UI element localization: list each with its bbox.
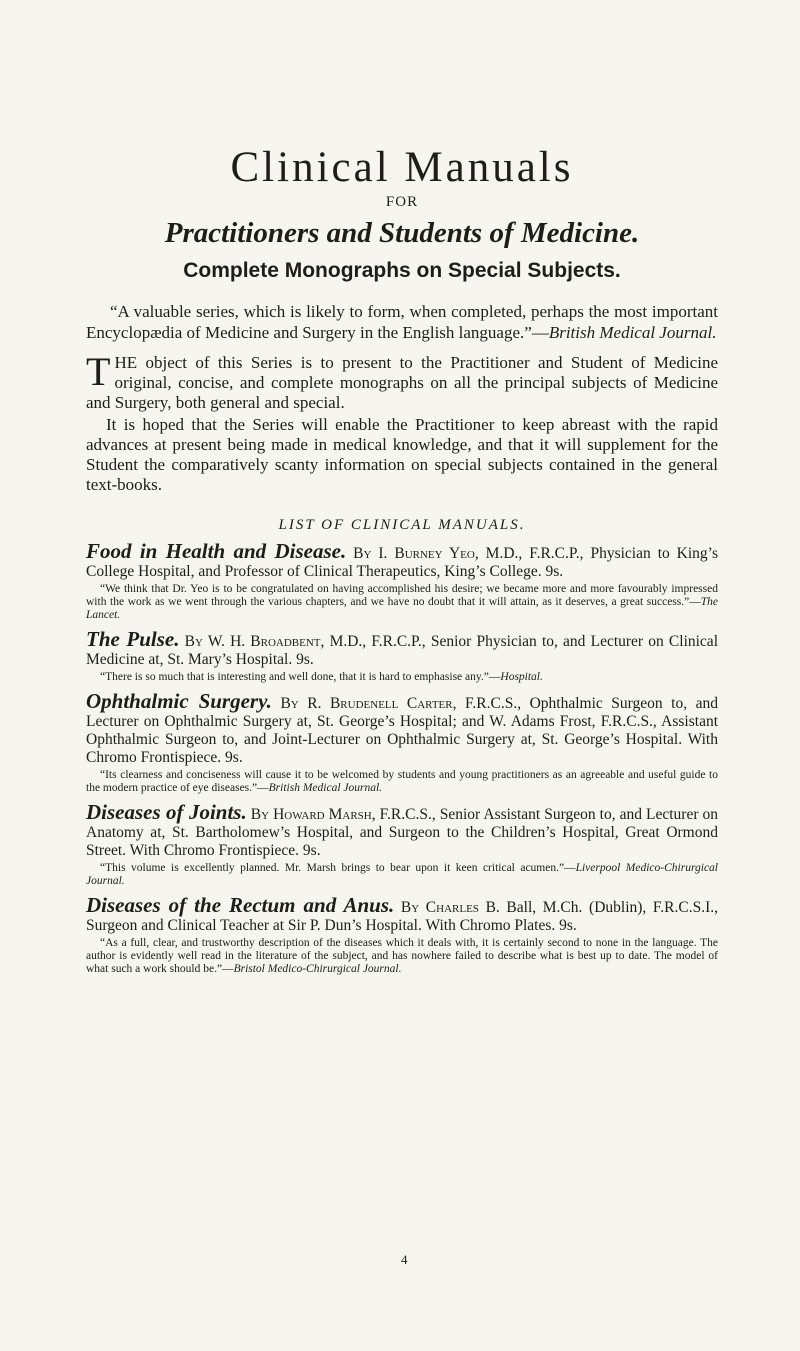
list-item [86, 800, 719, 888]
entry-review [86, 671, 718, 684]
entry-review [86, 583, 718, 622]
book-title: Ophthalmic Surgery. [86, 689, 272, 713]
review-text: “This volume is excellently planned. Mr. Marsh brings to bear upon it keen critical acumen.”— [100, 862, 576, 874]
page-title: Clinical Manuals [230, 144, 574, 191]
book-title: The Pulse. [86, 627, 180, 651]
intro-text [86, 349, 718, 495]
review-text: “We think that Dr. Yeo is to be congratulated on having accomplished his desire; we became more and more favourably impressed with the work as we went through the various chapters, and we have no doubt that it will attain, as it deserves, a great success.”— [86, 583, 718, 608]
entry-review [86, 769, 718, 795]
review-source: Liverpool Medico-Chirurgical Journal. [86, 862, 718, 887]
entry-details: M.D., F.R.C.P., Physician to King’s College Hospital, and Professor of Clinical Therapeutics, King’s College. 9s. [86, 545, 719, 580]
page-content [86, 142, 718, 984]
entry-byline: By Howard Marsh, F.R.C.S., [250, 806, 436, 823]
epigraph-quote [86, 301, 718, 343]
entry-head [86, 800, 719, 860]
book-title: Food in Health and Disease. [86, 539, 347, 563]
review-source: British Medical Journal. [268, 782, 383, 794]
book-title: Diseases of the Rectum and Anus. [86, 893, 395, 917]
entry-details: Senior Physician to, and Lecturer on Clinical Medicine at, St. Mary’s Hospital. 9s. [86, 633, 718, 668]
review-source: The Lancet. [86, 596, 718, 621]
list-item [86, 627, 718, 684]
title-for: FOR [385, 194, 419, 210]
series-subhead: Complete Monographs on Special Subjects. [183, 259, 621, 282]
review-source: Hospital. [500, 671, 543, 683]
entry-byline: By R. Brudenell Carter, [280, 695, 457, 712]
review-text: “As a full, clear, and trustworthy description of the diseases which it deals with, it is certainly second to none in the language. The author is evidently well read in the literature of the subject, and has nowhere failed to describe what is best up to date. The model of what such a work should be.”— [86, 937, 718, 975]
review-source: Bristol Medico-Chirurgical Journal. [233, 963, 402, 975]
intro-paragraph-2: It is hoped that the Series will enable the Practitioner to keep abreast with the rapid advances at present being made in medical knowledge, and that it will supplement for the Student the comparatively scanty information on special subjects contained in the general text-books. [86, 415, 718, 494]
list-heading: LIST OF CLINICAL MANUALS. [278, 517, 526, 533]
entry-head [86, 539, 719, 581]
entry-details: F.R.C.S., Ophthalmic Surgeon to, and Lecturer on Ophthalmic Surgery at, St. George’s Hospital; and W. Adams Frost, F.R.C.S., Assistant Ophthalmic Surgeon to, and Joint-Lecturer on Ophthalmic Surgery at, St. George’s Hospital. With Chromo Frontispiece. 9s. [86, 695, 719, 766]
intro-paragraph-1: THE object of this Series is to present to the Practitioner and Student of Medicine original, concise, and complete monographs on all the principal subjects of Medicine and Surgery, both general and special. [86, 349, 718, 412]
entry-review [86, 937, 718, 976]
entry-details: B. Ball, M.Ch. (Dublin), F.R.C.S.I., Surgeon and Clinical Teacher at Sir P. Dun’s Hospital. With Chromo Plates. 9s. [86, 899, 719, 934]
page-number: 4 [401, 1252, 408, 1267]
entry-details: Senior Assistant Surgeon to, and Lecturer on Anatomy at, St. Bartholomew’s Hospital, and Surgeon to the Children’s Hospital, Great Ormond Street. With Chromo Frontispiece. 9s. [86, 806, 719, 859]
list-item [86, 689, 719, 795]
entry-head [86, 893, 719, 935]
quote-source: British Medical Journal. [548, 323, 717, 342]
quote-text: “A valuable series, which is likely to form, when completed, perhaps the most important Encyclopædia of Medicine and Surgery in the English language.”— [86, 302, 718, 342]
page-subtitle: Practitioners and Students of Medicine. [164, 217, 640, 249]
entry-byline: By I. Burney Yeo, [353, 545, 479, 562]
list-item [86, 539, 719, 622]
review-text: “Its clearness and conciseness will cause it to be welcomed by students and young practitioners as an agreeable and useful guide to the modern practice of eye diseases.”— [86, 769, 718, 794]
entry-review [86, 862, 718, 888]
entry-head [86, 627, 718, 669]
entry-head [86, 689, 719, 767]
entry-byline: By W. H. Broadbent, M.D., F.R.C.P., [184, 633, 426, 650]
book-title: Diseases of Joints. [86, 800, 247, 824]
review-text: “There is so much that is interesting and well done, that it is hard to emphasise any.”— [100, 671, 501, 683]
entry-byline: By Charles [400, 899, 479, 916]
list-item [86, 893, 719, 976]
